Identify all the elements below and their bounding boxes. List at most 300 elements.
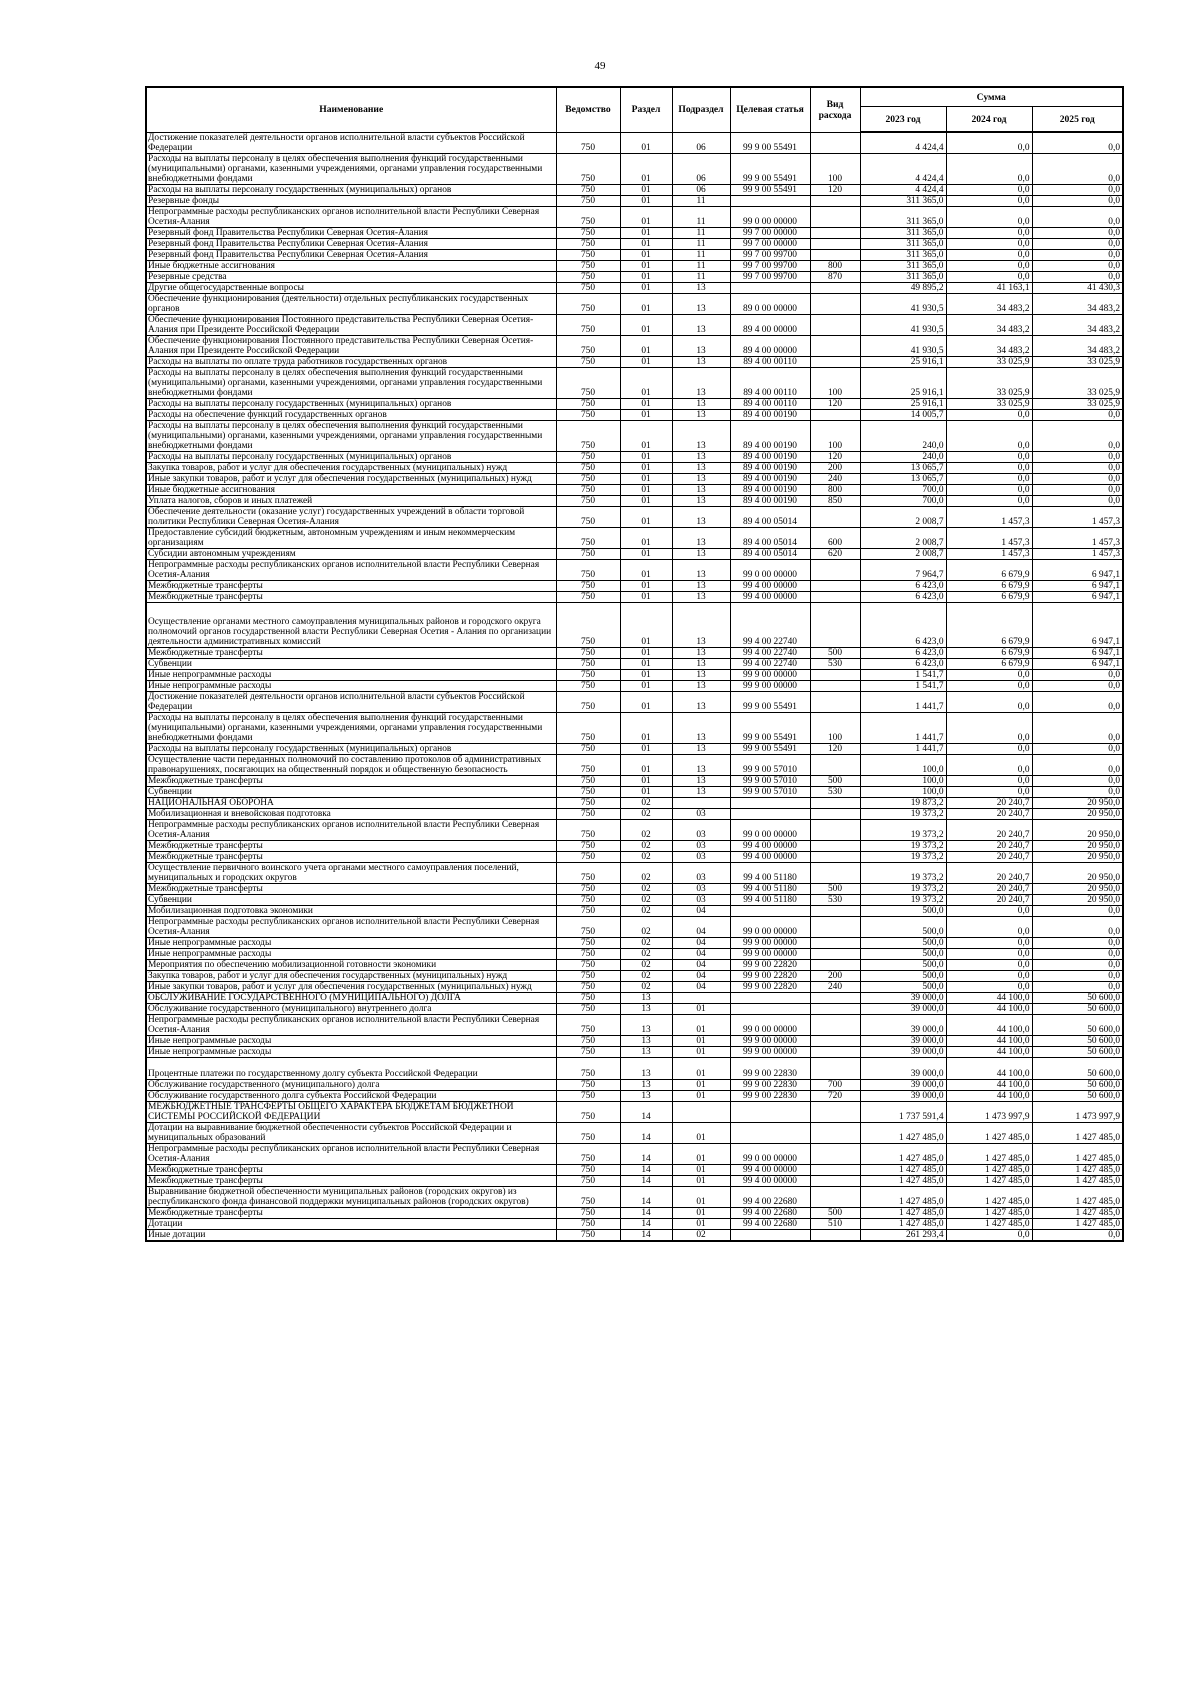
row-sum-2025: 1 457,3: [1032, 548, 1123, 559]
row-target: 89 0 00 00000: [730, 293, 810, 314]
row-section: 01: [620, 506, 672, 527]
row-target: 89 4 00 05014: [730, 527, 810, 548]
row-sum-2024: 0,0: [946, 249, 1032, 260]
row-sum-2024: 1 457,3: [946, 527, 1032, 548]
row-section: 01: [620, 420, 672, 451]
row-name: Иные закупки товаров, работ и услуг для обеспечения государственных (муниципальных) нужд: [146, 473, 556, 484]
row-expense: [810, 314, 860, 335]
row-sum-2024: 6 679,9: [946, 559, 1032, 580]
row-expense: [810, 282, 860, 293]
row-target: 99 4 00 22680: [730, 1207, 810, 1218]
row-subsection: 13: [672, 602, 730, 647]
row-target: 99 7 00 99700: [730, 260, 810, 271]
row-subsection: 13: [672, 743, 730, 754]
row-sum-2025: 0,0: [1032, 153, 1123, 184]
row-sum-2025: 0,0: [1032, 484, 1123, 495]
row-section: 13: [620, 1090, 672, 1101]
row-sum-2023: 311 365,0: [860, 227, 946, 238]
header-2024: 2024 год: [946, 107, 1032, 133]
row-target: 89 4 00 00190: [730, 484, 810, 495]
row-expense: 510: [810, 1218, 860, 1229]
row-section: 01: [620, 314, 672, 335]
row-sum-2024: 44 100,0: [946, 1057, 1032, 1079]
row-section: 14: [620, 1186, 672, 1207]
row-name: Иные непрограммные расходы: [146, 1035, 556, 1046]
row-sum-2024: 20 240,7: [946, 883, 1032, 894]
row-expense: [810, 992, 860, 1003]
row-expense: 100: [810, 712, 860, 743]
row-expense: 530: [810, 894, 860, 905]
row-ministry: 750: [556, 132, 620, 153]
row-ministry: 750: [556, 249, 620, 260]
row-sum-2025: 0,0: [1032, 451, 1123, 462]
row-section: 14: [620, 1207, 672, 1218]
row-ministry: 750: [556, 905, 620, 916]
row-section: 01: [620, 409, 672, 420]
row-sum-2024: 0,0: [946, 451, 1032, 462]
row-subsection: [672, 797, 730, 808]
row-subsection: 13: [672, 591, 730, 602]
row-section: 02: [620, 840, 672, 851]
row-ministry: 750: [556, 195, 620, 206]
row-sum-2023: 261 293,4: [860, 1229, 946, 1241]
row-expense: 100: [810, 367, 860, 398]
row-expense: 500: [810, 1207, 860, 1218]
row-ministry: 750: [556, 948, 620, 959]
row-expense: [810, 559, 860, 580]
row-subsection: 13: [672, 559, 730, 580]
row-sum-2023: 240,0: [860, 420, 946, 451]
row-ministry: 750: [556, 591, 620, 602]
row-subsection: 01: [672, 1122, 730, 1143]
row-expense: 850: [810, 495, 860, 506]
row-name: Расходы на выплаты персоналу в целях обеспечения выполнения функций государственными (муниципальными) органами, казенными учреждениями, органами управления государственными внебюджетными фондами: [146, 420, 556, 451]
row-name: Межбюджетные трансферты: [146, 775, 556, 786]
table-row: [146, 754, 1123, 775]
row-section: 01: [620, 580, 672, 591]
row-sum-2023: 14 005,7: [860, 409, 946, 420]
row-sum-2023: 100,0: [860, 754, 946, 775]
table-row: [146, 819, 1123, 840]
row-expense: [810, 602, 860, 647]
row-sum-2025: 0,0: [1032, 132, 1123, 153]
row-sum-2023: 2 008,7: [860, 527, 946, 548]
header-2023: 2023 год: [860, 107, 946, 133]
table-row: [146, 658, 1123, 669]
row-target: 99 4 00 22740: [730, 658, 810, 669]
row-sum-2024: 33 025,9: [946, 398, 1032, 409]
row-subsection: 04: [672, 937, 730, 948]
table-row: [146, 506, 1123, 527]
row-expense: [810, 754, 860, 775]
row-name: Другие общегосударственные вопросы: [146, 282, 556, 293]
row-sum-2023: 19 373,2: [860, 851, 946, 862]
row-ministry: 750: [556, 691, 620, 712]
row-ministry: 750: [556, 981, 620, 992]
row-expense: [810, 808, 860, 819]
row-expense: 240: [810, 981, 860, 992]
row-target: 89 4 00 00190: [730, 451, 810, 462]
row-section: 02: [620, 948, 672, 959]
row-ministry: 750: [556, 754, 620, 775]
row-target: 99 4 00 00000: [730, 580, 810, 591]
row-sum-2023: 311 365,0: [860, 206, 946, 227]
row-expense: 700: [810, 1079, 860, 1090]
row-section: 01: [620, 473, 672, 484]
row-target: 99 4 00 22680: [730, 1218, 810, 1229]
row-sum-2025: 6 947,1: [1032, 602, 1123, 647]
row-subsection: 04: [672, 981, 730, 992]
row-expense: 500: [810, 647, 860, 658]
table-row: [146, 1014, 1123, 1035]
row-sum-2024: 0,0: [946, 420, 1032, 451]
row-sum-2024: 41 163,1: [946, 282, 1032, 293]
row-ministry: 750: [556, 743, 620, 754]
row-expense: 120: [810, 451, 860, 462]
row-expense: 530: [810, 786, 860, 797]
row-section: 13: [620, 1035, 672, 1046]
row-subsection: 11: [672, 227, 730, 238]
row-section: 01: [620, 227, 672, 238]
row-sum-2024: 20 240,7: [946, 840, 1032, 851]
row-name: Иные закупки товаров, работ и услуг для обеспечения государственных (муниципальных) нужд: [146, 981, 556, 992]
row-sum-2023: 39 000,0: [860, 1090, 946, 1101]
table-row: [146, 195, 1123, 206]
row-target: 99 9 00 57010: [730, 775, 810, 786]
table-row: [146, 1101, 1123, 1122]
row-target: [730, 797, 810, 808]
row-sum-2025: 0,0: [1032, 970, 1123, 981]
table-row: [146, 527, 1123, 548]
row-target: [730, 195, 810, 206]
row-sum-2025: 20 950,0: [1032, 862, 1123, 883]
row-expense: 500: [810, 775, 860, 786]
row-target: 99 4 00 00000: [730, 591, 810, 602]
row-sum-2023: 19 373,2: [860, 894, 946, 905]
row-subsection: 01: [672, 1175, 730, 1186]
row-subsection: 13: [672, 691, 730, 712]
row-target: 89 4 00 00110: [730, 398, 810, 409]
table-row: [146, 992, 1123, 1003]
row-target: 89 4 00 00190: [730, 462, 810, 473]
row-sum-2023: 13 065,7: [860, 462, 946, 473]
row-sum-2023: 100,0: [860, 775, 946, 786]
row-ministry: 750: [556, 409, 620, 420]
row-sum-2023: 1 427 485,0: [860, 1186, 946, 1207]
table-row: [146, 409, 1123, 420]
row-sum-2025: 0,0: [1032, 959, 1123, 970]
row-sum-2025: 0,0: [1032, 905, 1123, 916]
row-subsection: 13: [672, 409, 730, 420]
row-subsection: 04: [672, 970, 730, 981]
table-row: [146, 1122, 1123, 1143]
row-section: 14: [620, 1229, 672, 1241]
row-expense: [810, 249, 860, 260]
row-subsection: 11: [672, 206, 730, 227]
row-ministry: 750: [556, 970, 620, 981]
row-expense: 530: [810, 658, 860, 669]
table-row: [146, 473, 1123, 484]
row-subsection: 13: [672, 680, 730, 691]
row-section: 02: [620, 937, 672, 948]
row-ministry: 750: [556, 559, 620, 580]
row-name: Субвенции: [146, 894, 556, 905]
row-target: 99 4 00 22740: [730, 602, 810, 647]
row-subsection: 01: [672, 1186, 730, 1207]
row-sum-2024: 1 427 485,0: [946, 1164, 1032, 1175]
row-name: Мероприятия по обеспечению мобилизационной готовности экономики: [146, 959, 556, 970]
row-ministry: 750: [556, 398, 620, 409]
row-section: 02: [620, 883, 672, 894]
row-sum-2025: 0,0: [1032, 669, 1123, 680]
table-row: [146, 591, 1123, 602]
row-expense: [810, 206, 860, 227]
row-sum-2024: 0,0: [946, 484, 1032, 495]
row-target: 99 4 00 00000: [730, 840, 810, 851]
row-expense: 120: [810, 398, 860, 409]
row-sum-2025: 50 600,0: [1032, 1003, 1123, 1014]
row-sum-2025: 0,0: [1032, 937, 1123, 948]
row-target: 99 7 00 99700: [730, 249, 810, 260]
table-row: [146, 335, 1123, 356]
row-section: 01: [620, 775, 672, 786]
row-subsection: 13: [672, 658, 730, 669]
row-sum-2025: 1 457,3: [1032, 506, 1123, 527]
row-sum-2023: 1 441,7: [860, 691, 946, 712]
row-sum-2023: 500,0: [860, 905, 946, 916]
row-name: Иные бюджетные ассигнования: [146, 484, 556, 495]
row-sum-2025: 50 600,0: [1032, 1035, 1123, 1046]
row-ministry: 750: [556, 1229, 620, 1241]
row-expense: 870: [810, 271, 860, 282]
row-sum-2023: 39 000,0: [860, 1035, 946, 1046]
row-ministry: 750: [556, 506, 620, 527]
table-row: [146, 1164, 1123, 1175]
row-sum-2023: 25 916,1: [860, 398, 946, 409]
row-sum-2025: 33 025,9: [1032, 398, 1123, 409]
table-row: [146, 249, 1123, 260]
row-section: 13: [620, 1046, 672, 1057]
row-subsection: 11: [672, 260, 730, 271]
table-row: [146, 356, 1123, 367]
table-row: [146, 840, 1123, 851]
row-sum-2025: 34 483,2: [1032, 335, 1123, 356]
row-section: 01: [620, 680, 672, 691]
table-row: [146, 680, 1123, 691]
row-sum-2024: 34 483,2: [946, 335, 1032, 356]
header-target: Целевая статья: [730, 87, 810, 132]
row-expense: 120: [810, 743, 860, 754]
row-expense: [810, 905, 860, 916]
table-row: [146, 981, 1123, 992]
row-ministry: 750: [556, 1175, 620, 1186]
table-row: [146, 462, 1123, 473]
row-name: Расходы на обеспечение функций государственных органов: [146, 409, 556, 420]
table-row: [146, 602, 1123, 647]
row-sum-2023: 1 427 485,0: [860, 1218, 946, 1229]
row-sum-2024: 0,0: [946, 905, 1032, 916]
row-expense: [810, 132, 860, 153]
row-sum-2025: 1 427 485,0: [1032, 1164, 1123, 1175]
row-sum-2024: 0,0: [946, 959, 1032, 970]
row-sum-2023: 13 065,7: [860, 473, 946, 484]
row-name: Осуществление части переданных полномочий по составлению протоколов об административных правонарушениях, посягающих на общественный порядок и общественную безопасность: [146, 754, 556, 775]
row-target: 99 9 00 55491: [730, 132, 810, 153]
row-subsection: 01: [672, 1003, 730, 1014]
row-sum-2023: 1 427 485,0: [860, 1143, 946, 1164]
row-sum-2025: 50 600,0: [1032, 1079, 1123, 1090]
row-ministry: 750: [556, 680, 620, 691]
header-expense: Вид расхода: [810, 87, 860, 132]
row-sum-2025: 6 947,1: [1032, 591, 1123, 602]
row-sum-2024: 0,0: [946, 970, 1032, 981]
row-target: 99 9 00 00000: [730, 937, 810, 948]
row-name: Непрограммные расходы республиканских органов исполнительной власти Республики Северная Осетия-Алания: [146, 206, 556, 227]
row-subsection: 11: [672, 238, 730, 249]
row-name: МЕЖБЮДЖЕТНЫЕ ТРАНСФЕРТЫ ОБЩЕГО ХАРАКТЕРА БЮДЖЕТАМ БЮДЖЕТНОЙ СИСТЕМЫ РОССИЙСКОЙ ФЕДЕРАЦИИ: [146, 1101, 556, 1122]
row-name: Обслуживание государственного (муниципального) внутреннего долга: [146, 1003, 556, 1014]
row-ministry: 750: [556, 580, 620, 591]
row-sum-2024: 0,0: [946, 669, 1032, 680]
row-sum-2024: 0,0: [946, 691, 1032, 712]
row-section: 01: [620, 335, 672, 356]
table-row: [146, 367, 1123, 398]
row-ministry: 750: [556, 1090, 620, 1101]
row-subsection: 01: [672, 1014, 730, 1035]
row-name: Иные бюджетные ассигнования: [146, 260, 556, 271]
row-sum-2025: 0,0: [1032, 409, 1123, 420]
row-sum-2025: 0,0: [1032, 981, 1123, 992]
row-expense: 500: [810, 883, 860, 894]
row-sum-2025: 0,0: [1032, 473, 1123, 484]
row-sum-2023: 6 423,0: [860, 658, 946, 669]
row-subsection: 13: [672, 451, 730, 462]
row-section: 02: [620, 851, 672, 862]
table-row: [146, 959, 1123, 970]
row-sum-2025: 0,0: [1032, 691, 1123, 712]
row-section: 01: [620, 153, 672, 184]
row-name: Непрограммные расходы республиканских органов исполнительной власти Республики Северная Осетия-Алания: [146, 916, 556, 937]
row-name: Межбюджетные трансферты: [146, 883, 556, 894]
row-ministry: 750: [556, 1186, 620, 1207]
table-row: [146, 1079, 1123, 1090]
row-ministry: 750: [556, 1164, 620, 1175]
row-sum-2025: 0,0: [1032, 775, 1123, 786]
row-expense: [810, 580, 860, 591]
row-name: Межбюджетные трансферты: [146, 1164, 556, 1175]
row-expense: [810, 1229, 860, 1241]
row-section: 01: [620, 184, 672, 195]
row-name: Иные непрограммные расходы: [146, 1046, 556, 1057]
row-sum-2024: 1 427 485,0: [946, 1186, 1032, 1207]
row-ministry: 750: [556, 462, 620, 473]
row-section: 02: [620, 894, 672, 905]
row-subsection: 13: [672, 495, 730, 506]
row-section: 02: [620, 916, 672, 937]
row-name: Дотации: [146, 1218, 556, 1229]
row-name: Субвенции: [146, 658, 556, 669]
row-section: 01: [620, 786, 672, 797]
row-sum-2023: 500,0: [860, 948, 946, 959]
row-ministry: 750: [556, 314, 620, 335]
table-row: [146, 1035, 1123, 1046]
row-section: 01: [620, 647, 672, 658]
table-row: [146, 206, 1123, 227]
header-name: Наименование: [146, 87, 556, 132]
row-name: Осуществление органами местного самоуправления муниципальных районов и городского округа полномочий органов государственной власти Республики Северная Осетия - Алания по организации деятельности административных комиссий: [146, 602, 556, 647]
row-name: Осуществление первичного воинского учета органами местного самоуправления поселений, муниципальных и городских округов: [146, 862, 556, 883]
row-subsection: 06: [672, 184, 730, 195]
table-row: [146, 916, 1123, 937]
row-sum-2025: 34 483,2: [1032, 314, 1123, 335]
row-sum-2024: 44 100,0: [946, 1079, 1032, 1090]
row-section: 02: [620, 981, 672, 992]
row-target: 99 9 00 57010: [730, 786, 810, 797]
row-ministry: 750: [556, 786, 620, 797]
row-sum-2024: 0,0: [946, 495, 1032, 506]
row-expense: [810, 680, 860, 691]
row-sum-2023: 1 541,7: [860, 669, 946, 680]
row-sum-2024: 34 483,2: [946, 314, 1032, 335]
row-sum-2024: 0,0: [946, 680, 1032, 691]
row-target: 89 4 00 05014: [730, 506, 810, 527]
row-section: 01: [620, 559, 672, 580]
row-section: 02: [620, 905, 672, 916]
row-subsection: 13: [672, 398, 730, 409]
row-target: [730, 1229, 810, 1241]
row-ministry: 750: [556, 451, 620, 462]
row-sum-2025: 0,0: [1032, 195, 1123, 206]
table-row: [146, 883, 1123, 894]
header-section: Раздел: [620, 87, 672, 132]
row-expense: [810, 409, 860, 420]
row-section: 01: [620, 669, 672, 680]
row-section: 01: [620, 398, 672, 409]
row-subsection: 13: [672, 314, 730, 335]
row-name: Межбюджетные трансферты: [146, 580, 556, 591]
row-section: 01: [620, 271, 672, 282]
row-ministry: 750: [556, 1003, 620, 1014]
row-section: 01: [620, 238, 672, 249]
row-subsection: 13: [672, 712, 730, 743]
row-section: 01: [620, 602, 672, 647]
row-sum-2024: 0,0: [946, 743, 1032, 754]
row-section: 01: [620, 743, 672, 754]
row-section: 01: [620, 195, 672, 206]
row-name: Процентные платежи по государственному долгу субъекта Российской Федерации: [146, 1057, 556, 1079]
row-expense: 720: [810, 1090, 860, 1101]
row-subsection: 13: [672, 356, 730, 367]
row-sum-2023: 49 895,2: [860, 282, 946, 293]
row-expense: 240: [810, 473, 860, 484]
row-section: 14: [620, 1122, 672, 1143]
row-target: 99 9 00 00000: [730, 1046, 810, 1057]
row-ministry: 750: [556, 669, 620, 680]
row-subsection: 13: [672, 484, 730, 495]
row-ministry: 750: [556, 184, 620, 195]
row-subsection: 04: [672, 916, 730, 937]
table-row: [146, 484, 1123, 495]
row-sum-2025: 0,0: [1032, 948, 1123, 959]
row-sum-2023: 7 964,7: [860, 559, 946, 580]
row-ministry: 750: [556, 420, 620, 451]
row-expense: [810, 669, 860, 680]
row-ministry: 750: [556, 484, 620, 495]
row-name: Иные непрограммные расходы: [146, 937, 556, 948]
row-expense: 100: [810, 420, 860, 451]
row-name: Дотации на выравнивание бюджетной обеспеченности субъектов Российской Федерации и муниципальных образований: [146, 1122, 556, 1143]
row-sum-2023: 1 541,7: [860, 680, 946, 691]
